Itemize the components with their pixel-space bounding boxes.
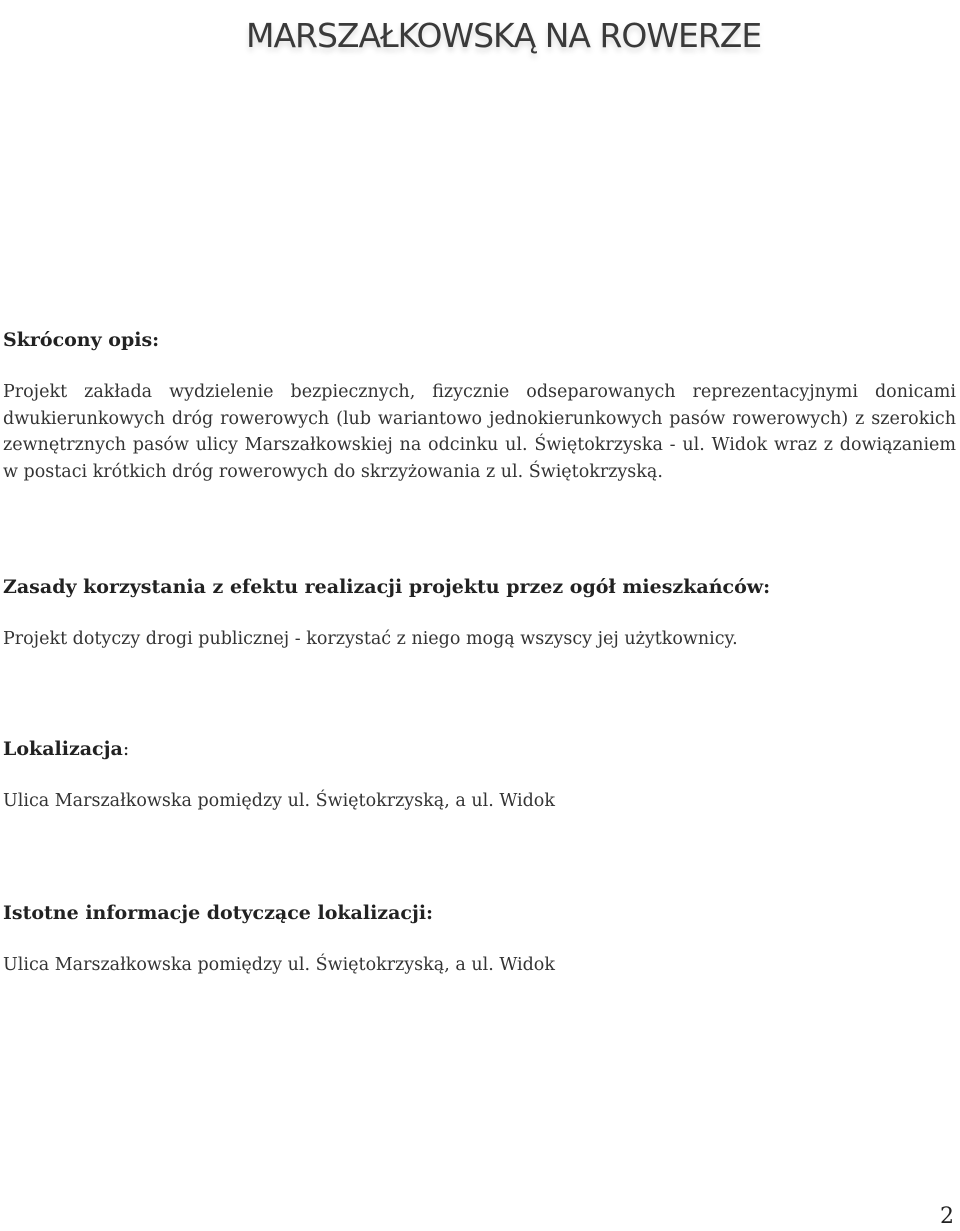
page-banner-title: MARSZAŁKOWSKĄ NA ROWERZE [246, 16, 762, 55]
location-text: Ulica Marszałkowska pomiędzy ul. Świętokrzyską, a ul. Widok [3, 791, 555, 811]
location-heading-label: Lokalizacja [3, 738, 123, 760]
location-info-text: Ulica Marszałkowska pomiędzy ul. Świętokrzyską, a ul. Widok [3, 955, 555, 975]
summary-text: Projekt zakłada wydzielenie bezpiecznych, fizycznie odseparowanych reprezentacyjnymi donicami dwukierunkowych dróg rowerowych (lub wariantowo jednokierunkowych pasów rowerowych) z szerokich zewnętrznych pasów ulicy Marszałkowskiej na odcinku ul. Świętokrzyska - ul. Widok wraz z dowiązaniem w postaci krótkich dróg rowerowych do skrzyżowania z ul. Świętokrzyską. [3, 382, 956, 482]
location-info-heading: Istotne informacje dotyczące lokalizacji: [3, 902, 434, 924]
summary-heading: Skrócony opis: [3, 329, 160, 351]
usage-rules-text: Projekt dotyczy drogi publicznej - korzystać z niego mogą wszyscy jej użytkownicy. [3, 629, 738, 649]
usage-rules-heading: Zasady korzystania z efektu realizacji projektu przez ogół mieszkańców: [3, 576, 771, 598]
page-number: 2 [940, 1204, 954, 1229]
location-heading-colon: : [122, 738, 130, 760]
location-heading [3, 735, 129, 763]
